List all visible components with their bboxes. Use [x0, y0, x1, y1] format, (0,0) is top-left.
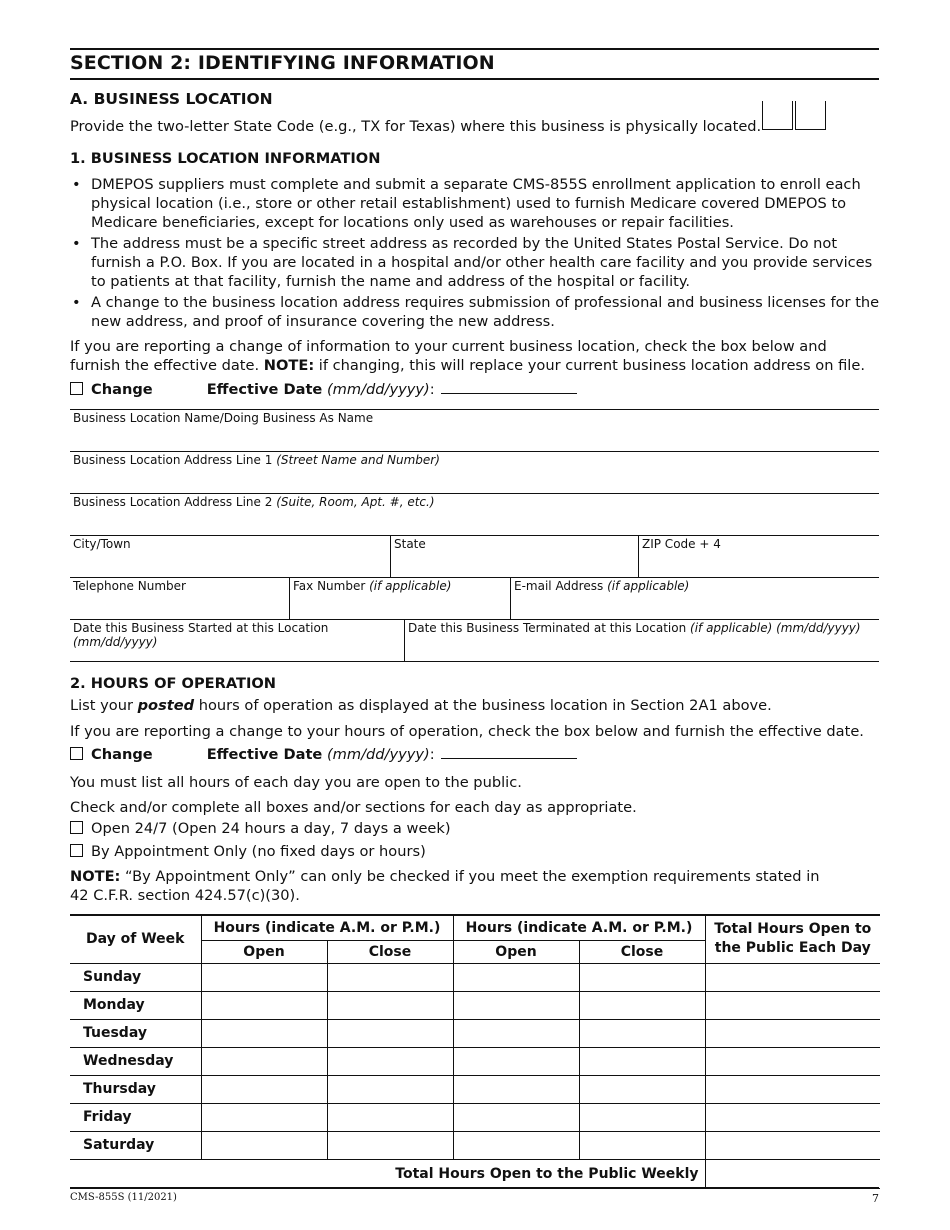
weekly-total-label: Total Hours Open to the Public Weekly	[70, 1159, 705, 1188]
close-cell-2[interactable]	[579, 1131, 705, 1159]
daily-total-cell[interactable]	[705, 963, 880, 991]
open-cell-2[interactable]	[453, 1131, 579, 1159]
location-change-label: Change	[91, 381, 153, 398]
open-cell-1[interactable]	[201, 1047, 327, 1075]
daily-total-cell[interactable]	[705, 991, 880, 1019]
row-phone-fax-email	[70, 577, 879, 620]
open-cell-1[interactable]	[201, 1131, 327, 1159]
hours-change-label: Change	[91, 746, 153, 763]
by-appointment-checkbox[interactable]	[70, 844, 83, 857]
hours-list-instruction: List your posted hours of operation as displayed at the business location in Section 2A1 above.	[70, 697, 772, 714]
hours-header-2: Hours (indicate A.M. or P.M.)	[453, 915, 705, 940]
close-cell-1[interactable]	[327, 1103, 453, 1131]
close-cell-2[interactable]	[579, 991, 705, 1019]
state-code-instruction: Provide the two-letter State Code (e.g., TX for Texas) where this business is physically located.	[70, 118, 762, 135]
close-cell-1[interactable]	[327, 991, 453, 1019]
day-label: Thursday	[70, 1075, 201, 1103]
close-cell-1[interactable]	[327, 1131, 453, 1159]
daily-total-cell[interactable]	[705, 1019, 880, 1047]
open-cell-2[interactable]	[453, 1075, 579, 1103]
row-address-1	[70, 451, 879, 494]
location-info-title: 1. BUSINESS LOCATION INFORMATION	[70, 150, 381, 167]
close-cell-2[interactable]	[579, 1075, 705, 1103]
day-label: Friday	[70, 1103, 201, 1131]
location-change-intro	[70, 337, 880, 375]
open-header-2: Open	[453, 940, 579, 963]
day-of-week-header: Day of Week	[70, 915, 201, 963]
hours-effective-date-label: Effective Date (mm/dd/yyyy):	[206, 746, 435, 763]
close-cell-1[interactable]	[327, 1047, 453, 1075]
state-code-box-1[interactable]	[762, 101, 793, 130]
day-label: Sunday	[70, 963, 201, 991]
location-effective-date-label: Effective Date (mm/dd/yyyy):	[206, 381, 435, 398]
day-label: Monday	[70, 991, 201, 1019]
date-started-field[interactable]: Date this Business Started at this Location (mm/dd/yyyy)	[73, 621, 329, 649]
by-appointment-row	[70, 843, 426, 860]
location-note-label: NOTE:	[263, 357, 315, 374]
open-cell-2[interactable]	[453, 963, 579, 991]
hours-effective-date-field[interactable]	[441, 746, 577, 759]
close-header-1: Close	[327, 940, 453, 963]
day-row	[70, 1103, 880, 1131]
location-info-bullets	[70, 175, 880, 333]
bullet-item: • DMEPOS suppliers must complete and submit a separate CMS-855S enrollment application to enroll each physical location (i.e., store or other retail establishment) used to furnish Medicare covered DMEPOS to Medicare beneficiaries, except for locations only used as warehouses or repair facilities.	[70, 175, 880, 232]
day-row	[70, 1131, 880, 1159]
top-rule	[70, 48, 879, 50]
form-id: CMS-855S (11/2021)	[70, 1192, 177, 1203]
state-code-boxes	[762, 101, 826, 130]
daily-total-cell[interactable]	[705, 1103, 880, 1131]
location-effective-date-field[interactable]	[441, 381, 577, 394]
close-cell-2[interactable]	[579, 1019, 705, 1047]
fax-field[interactable]: Fax Number (if applicable)	[289, 578, 510, 620]
location-change-checkbox[interactable]	[70, 382, 83, 395]
zip-field[interactable]: ZIP Code + 4	[638, 536, 879, 578]
appointment-note: NOTE: “By Appointment Only” can only be checked if you meet the exemption requirements stated in 42 C.F.R. section 424.57(c)(30).	[70, 868, 820, 904]
hours-table	[70, 914, 880, 1189]
hours-header-1: Hours (indicate A.M. or P.M.)	[201, 915, 453, 940]
open-cell-1[interactable]	[201, 963, 327, 991]
open-247-checkbox[interactable]	[70, 821, 83, 834]
open-header-1: Open	[201, 940, 327, 963]
business-location-title: A. BUSINESS LOCATION	[70, 90, 273, 108]
check-complete-text: Check and/or complete all boxes and/or sections for each day as appropriate.	[70, 799, 637, 816]
day-row	[70, 1047, 880, 1075]
close-cell-1[interactable]	[327, 963, 453, 991]
section-title-rule	[70, 78, 879, 80]
weekly-total-cell[interactable]	[705, 1159, 880, 1188]
open-cell-2[interactable]	[453, 991, 579, 1019]
location-note-text: if changing, this will replace your current business location address on file.	[314, 357, 865, 374]
business-name-field[interactable]: Business Location Name/Doing Business As Name	[73, 411, 374, 425]
form-bottom-line	[70, 661, 879, 662]
day-row	[70, 1075, 880, 1103]
close-cell-2[interactable]	[579, 963, 705, 991]
day-label: Tuesday	[70, 1019, 201, 1047]
open-cell-2[interactable]	[453, 1103, 579, 1131]
address-line-2-field[interactable]: Business Location Address Line 2 (Suite, Room, Apt. #, etc.)	[73, 495, 435, 509]
open-cell-1[interactable]	[201, 1103, 327, 1131]
day-row	[70, 1019, 880, 1047]
date-terminated-field[interactable]: Date this Business Terminated at this Location (if applicable) (mm/dd/yyyy)	[404, 620, 879, 662]
hours-change-intro: If you are reporting a change to your hours of operation, check the box below and furnish the effective date.	[70, 723, 864, 740]
open-cell-1[interactable]	[201, 1019, 327, 1047]
close-cell-2[interactable]	[579, 1103, 705, 1131]
row-address-2	[70, 493, 879, 536]
close-cell-1[interactable]	[327, 1019, 453, 1047]
telephone-field[interactable]: Telephone Number	[73, 579, 186, 593]
state-code-box-2[interactable]	[795, 101, 826, 130]
bullet-item: • A change to the business location address requires submission of professional and business licenses for the new address, and proof of insurance covering the new address.	[70, 293, 880, 331]
location-change-intro-text: If you are reporting a change of information to your current business location, check the box below and furnish the effective date.	[70, 338, 827, 374]
table-bottom-line	[70, 1187, 879, 1189]
row-business-name	[70, 409, 879, 452]
hours-change-row	[70, 746, 577, 763]
open-cell-1[interactable]	[201, 1075, 327, 1103]
daily-total-cell[interactable]	[705, 1047, 880, 1075]
address-line-1-field[interactable]: Business Location Address Line 1 (Street Name and Number)	[73, 453, 440, 467]
hours-change-checkbox[interactable]	[70, 747, 83, 760]
open-cell-2[interactable]	[453, 1047, 579, 1075]
state-field[interactable]: State	[390, 536, 638, 578]
daily-total-cell[interactable]	[705, 1075, 880, 1103]
close-cell-2[interactable]	[579, 1047, 705, 1075]
open-cell-1[interactable]	[201, 991, 327, 1019]
open-247-row	[70, 820, 451, 837]
day-rows	[70, 963, 880, 1159]
daily-total-cell[interactable]	[705, 1131, 880, 1159]
hours-title: 2. HOURS OF OPERATION	[70, 675, 277, 692]
close-cell-1[interactable]	[327, 1075, 453, 1103]
row-dates	[70, 619, 879, 662]
must-list-text: You must list all hours of each day you are open to the public.	[70, 774, 522, 791]
open-cell-2[interactable]	[453, 1019, 579, 1047]
section-title: SECTION 2: IDENTIFYING INFORMATION	[70, 52, 495, 74]
bullet-item: • The address must be a specific street address as recorded by the United States Postal Service. Do not furnish a P.O. Box. If you are located in a hospital and/or other health care facility and you provide services to patients at that facility, furnish the name and address of the hospital or facility.	[70, 234, 880, 291]
open-247-label: Open 24/7 (Open 24 hours a day, 7 days a week)	[91, 820, 451, 837]
page-number: 7	[872, 1192, 879, 1205]
day-row	[70, 991, 880, 1019]
city-field[interactable]: City/Town	[73, 537, 131, 551]
by-appointment-label: By Appointment Only (no fixed days or hours)	[91, 843, 426, 860]
day-label: Saturday	[70, 1131, 201, 1159]
row-city-state-zip	[70, 535, 879, 578]
total-hours-header: Total Hours Open to the Public Each Day	[705, 915, 880, 963]
day-row	[70, 963, 880, 991]
email-field[interactable]: E-mail Address (if applicable)	[510, 578, 879, 620]
day-label: Wednesday	[70, 1047, 201, 1075]
location-change-row	[70, 381, 577, 398]
close-header-2: Close	[579, 940, 705, 963]
